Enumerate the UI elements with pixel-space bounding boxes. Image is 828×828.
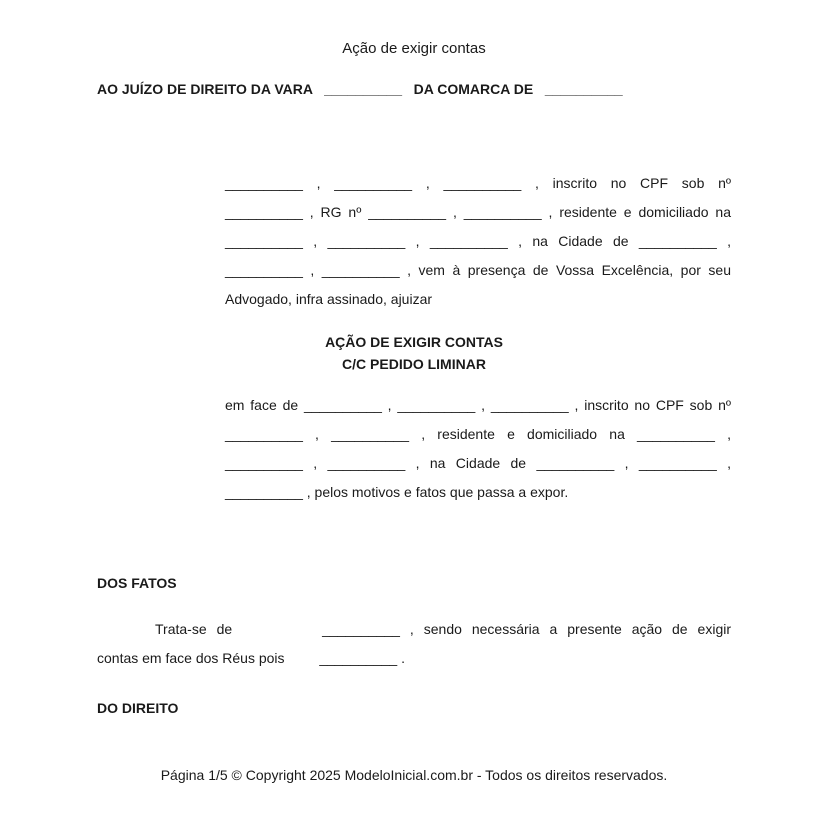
- document-title: Ação de exigir contas: [342, 40, 486, 57]
- action-title-line-1: AÇÃO DE EXIGIR CONTAS: [325, 334, 503, 350]
- text-run: contas em face dos Réus pois: [97, 650, 285, 666]
- document-line: Advogado, infra assinado, ajuizar: [225, 291, 433, 307]
- author-qualification-paragraph: [225, 169, 731, 314]
- document-line: __________ , __________ , residente e domiciliado na __________ ,: [225, 426, 731, 442]
- document-line: [97, 644, 731, 673]
- blank-field-gap: [288, 662, 315, 663]
- section-heading-do-direito: DO DIREITO: [97, 700, 179, 716]
- court-addressing-line: AO JUÍZO DE DIREITO DA VARA __________ DA COMARCA DE __________: [97, 81, 623, 97]
- document-line: __________ , __________ , __________ , inscrito no CPF sob nº: [225, 175, 731, 191]
- defendants-qualification-paragraph: [225, 391, 731, 507]
- document-line: __________ , RG nº __________ , __________ , residente e domiciliado na: [225, 204, 731, 220]
- page-footer-copyright: Página 1/5 © Copyright 2025 ModeloInicial.com.br - Todos os direitos reservados.: [160, 767, 668, 783]
- blank-field-gap: [242, 633, 312, 634]
- document-line: __________ , __________ , na Cidade de __________ , __________ ,: [225, 455, 731, 471]
- action-title-heading: [97, 331, 731, 375]
- text-run: __________ , sendo necessária a presente ação de exigir: [322, 621, 732, 637]
- text-run: Trata-se de: [155, 621, 233, 637]
- document-line: [97, 615, 731, 644]
- text-run: __________ .: [319, 650, 405, 666]
- document-line: __________ , __________ , vem à presença de Vossa Excelência, por seu: [225, 262, 731, 278]
- document-line: __________ , __________ , __________ , na Cidade de __________ ,: [225, 233, 731, 249]
- section-heading-dos-fatos: DOS FATOS: [97, 575, 177, 591]
- action-title-line-2: C/C PEDIDO LIMINAR: [342, 356, 486, 372]
- facts-paragraph: [97, 615, 731, 673]
- document-line: em face de __________ , __________ , __________ , inscrito no CPF sob nº: [225, 397, 731, 413]
- document-line: __________ , pelos motivos e fatos que passa a expor.: [225, 484, 569, 500]
